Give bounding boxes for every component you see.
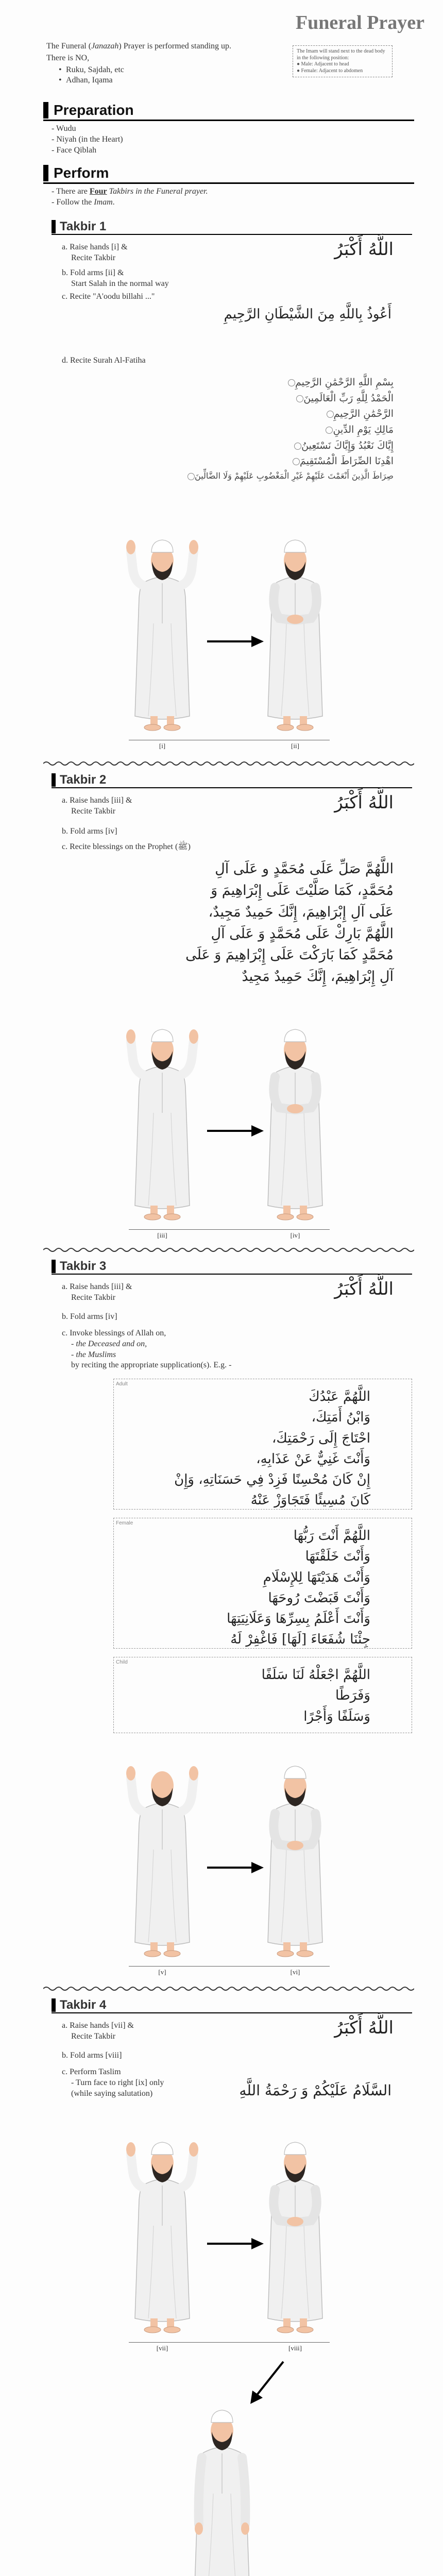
dua-tag: Adult (116, 1381, 128, 1387)
intro (46, 41, 288, 86)
preparation-item: - Face Qiblah (52, 145, 97, 155)
takbir-2-heading (52, 772, 106, 788)
preparation-item: - Niyah (in the Heart) (52, 134, 123, 144)
takbir-title: Takbir 4 (60, 1998, 107, 2012)
step-text: Recite Takbir (71, 2031, 116, 2041)
step-text: - the Deceased and on, (71, 1339, 147, 1348)
figure-label: [vi] (290, 1968, 300, 1976)
figure-raised-hands (124, 2123, 201, 2339)
dua-line: وَأَنْتَ أَعْلَمُ بِسِرِّهَا وَعَلَانِيَتِهَا (227, 1611, 370, 1627)
salawat-line: مُحَمَّدٍ كَمَا بَارَكْتَ عَلَى إِبْرَاهِيمَ وَ عَلَى (185, 947, 394, 963)
ground-line (129, 1966, 330, 1967)
dua-line: اللَّهُمَّ اجْعَلْهُ لَنَا سَلَفًا (261, 1667, 370, 1683)
figure-taslim-right (183, 2391, 261, 2576)
dua-line: احْتَاجَ إِلَى رَحْمَتِكَ، (271, 1430, 370, 1446)
taslim-arabic: السَّلَامُ عَلَيْكُمْ وَ رَحْمَةُ اللَّهِ (239, 2082, 391, 2099)
section-rule (43, 182, 414, 184)
step-text: c. Invoke blessings of Allah on, (62, 1329, 166, 1337)
takbir-1-step-b (62, 268, 169, 290)
ground-line (129, 2342, 330, 2343)
takbir-3-step-c (62, 1328, 231, 1371)
takbir-3-step-b: b. Fold arms [iv] (62, 1312, 117, 1321)
figure-label: [viii] (288, 2344, 302, 2352)
dua-line: اللَّهُمَّ عَبْدُكَ (309, 1389, 370, 1404)
step-text: - Turn face to right [ix] only (71, 2078, 164, 2087)
wavy-divider (43, 760, 414, 767)
figure-folded-arms (257, 1747, 334, 1963)
takbir-rule (52, 234, 412, 235)
figure-label: [iv] (290, 1231, 300, 1239)
takbir-4-heading (52, 1997, 106, 2013)
figure-folded-arms (257, 1010, 334, 1226)
takbir-1-step-c: c. Recite "A'oodu billahi ..." (62, 292, 155, 301)
takbir-title: Takbir 3 (60, 1259, 107, 1273)
dua-line: وَسَلَفًا وَأَجْرًا (303, 1708, 370, 1724)
figure-folded-arms (257, 520, 334, 737)
fatiha-verse: إِيَّاكَ نَعْبُدُ وَإِيَّاكَ نَسْتَعِينُ (105, 439, 394, 452)
takbir-rule (52, 1274, 412, 1275)
takbir-2-step-a (62, 795, 132, 817)
fatiha-block (105, 376, 394, 482)
figure-label: [i] (159, 742, 166, 750)
taawwudh-arabic: أَعُوذُ بِاللَّهِ مِنَ الشَّيْطَانِ الرَّجِيمِ (224, 307, 391, 322)
note-line: The Imam will stand next to the dead body (297, 48, 385, 54)
perform-line-1: - There are Four Takbirs in the Funeral prayer. (52, 187, 208, 196)
dua-line: وَأَنْتَ هَدَيْتَهَا لِلإِسْلَامِ (263, 1569, 370, 1585)
figure-raised-hands (124, 520, 201, 737)
wavy-divider (43, 1247, 414, 1253)
fatiha-verse: مَالِكِ يَوْمِ الدِّينِ (105, 423, 394, 436)
section-marker (43, 165, 48, 181)
takbir-1-heading (52, 218, 106, 234)
takbir-title: Takbir 2 (60, 773, 107, 787)
takbir-3-heading (52, 1258, 106, 1274)
takbir-marker (52, 1998, 56, 2012)
dua-line: اللَّهُمَّ أَنْتَ رَبُّهَا (293, 1528, 370, 1544)
salawat-line: اللَّهُمَّ صَلِّ عَلَى مُحَمَّدٍ و عَلَى آلِ (215, 861, 394, 877)
verse-end-icon (326, 427, 333, 434)
note-line: ● Male: Adjacent to head (297, 61, 349, 67)
dua-tag: Child (116, 1659, 128, 1665)
dua-female-box (113, 1518, 412, 1649)
dua-line: جِئْنَا شُفَعَاءَ [لَهَا] فَاغْفِرْ لَهُ (230, 1632, 370, 1648)
figure-label: [vii] (156, 2344, 168, 2352)
figure-raised-hands (124, 1010, 201, 1226)
intro-bullet: • Adhan, Iqama (59, 75, 288, 86)
figure-raised-hands-bare-head (124, 1747, 201, 1963)
intro-line-2: There is NO, (46, 53, 90, 62)
takbir-2-step-b: b. Fold arms [iv] (62, 827, 117, 836)
dua-child-box (113, 1657, 412, 1733)
takbir-marker (52, 773, 56, 787)
step-text: Recite Takbir (71, 253, 116, 262)
step-text: a. Raise hands [iii] & (62, 1282, 132, 1291)
section-heading: Perform (54, 165, 109, 181)
takbir-3-step-a (62, 1282, 132, 1303)
dua-line: وَفَرَطًا (335, 1688, 370, 1704)
note-line: ● Female: Adjacent to abdomen (297, 67, 363, 74)
takbir-1-step-a (62, 242, 128, 264)
section-marker (43, 102, 48, 118)
salawat-line: عَلَى آلِ إِبْرَاهِيمَ، إِنَّكَ حَمِيدٌ مَجِيدٌ، (208, 904, 394, 920)
intro-list (59, 65, 288, 87)
figure-folded-arms (257, 2123, 334, 2339)
step-text: a. Raise hands [i] & (62, 243, 128, 251)
salawat-line: مُحَمَّدٍ، كَمَا صَلَّيْتَ عَلَى إِبْرَاهِيمَ وَ (211, 882, 394, 899)
takbir-marker (52, 1260, 56, 1273)
takbir-4-step-c (62, 2067, 164, 2099)
preparation-list (52, 124, 123, 156)
step-text: c. Perform Taslim (62, 2067, 121, 2076)
dua-line: وَابْنُ أَمَتِكَ، (311, 1410, 370, 1426)
dua-adult-box (113, 1379, 412, 1510)
step-text: a. Raise hands [vii] & (62, 2021, 134, 2030)
intro-bullet: • Ruku, Sajdah, etc (59, 65, 288, 76)
step-text: - the Muslims (71, 1350, 116, 1359)
verse-end-icon (188, 473, 195, 480)
verse-end-icon (288, 379, 295, 386)
takbir-rule (52, 787, 412, 788)
section-preparation (43, 101, 134, 120)
perform-intro (52, 187, 208, 208)
verse-end-icon (293, 458, 300, 465)
wavy-divider (43, 1986, 414, 1992)
step-text: b. Fold arms [ii] & (62, 268, 124, 277)
salawat-line: آلِ إِبْرَاهِيمَ، إِنَّكَ حَمِيدٌ مَجِيدٌ (242, 969, 394, 985)
preparation-item: - Wudu (52, 124, 76, 133)
takbir-2-arabic: اللَّهُ أَكْبَرُ (334, 792, 394, 813)
step-text: Start Salah in the normal way (71, 279, 169, 288)
page-title: Funeral Prayer (295, 12, 424, 33)
verse-end-icon (294, 443, 301, 450)
section-heading: Preparation (54, 102, 134, 118)
fatiha-verse: الْحَمْدُ لِلَّهِ رَبِّ الْعَالَمِينَ (105, 392, 394, 405)
section-perform (43, 164, 109, 182)
intro-line-1: The Funeral (Janazah) Prayer is performed standing up. (46, 42, 232, 50)
dua-line: إِنْ كَانَ مُحْسِنًا فَزِدْ فِي حَسَنَاتِهِ، وَإِنْ (174, 1472, 370, 1488)
ground-line (129, 1229, 330, 1230)
takbir-rule (52, 2012, 412, 2013)
takbir-3-arabic: اللَّهُ أَكْبَرُ (334, 1279, 394, 1299)
takbir-2-step-c: c. Recite blessings on the Prophet (ﷺ) (62, 842, 191, 851)
fatiha-verse: بِسْمِ اللَّهِ الرَّحْمَٰنِ الرَّحِيمِ (105, 376, 394, 389)
step-text: Recite Takbir (71, 1293, 116, 1302)
verse-end-icon (327, 411, 334, 418)
dua-tag: Female (116, 1520, 133, 1526)
perform-line-2: - Follow the Imam. (52, 197, 115, 207)
figure-label: [ii] (291, 742, 299, 750)
step-text: Recite Takbir (71, 806, 116, 816)
takbir-4-step-a (62, 2021, 134, 2042)
fatiha-verse: اهْدِنَا الصِّرَاطَ الْمُسْتَقِيمَ (105, 455, 394, 468)
salawat-block (105, 858, 394, 988)
step-text: (while saying salutation) (71, 2089, 153, 2098)
dua-line: وَأَنْتَ غَنِيٌّ عَنْ عَذَابِهِ، (256, 1451, 370, 1467)
step-text: by reciting the appropriate supplication(s). E.g. - (71, 1361, 232, 1370)
takbir-title: Takbir 1 (60, 219, 107, 233)
takbir-4-arabic: اللَّهُ أَكْبَرُ (334, 2018, 394, 2038)
takbir-1-arabic: اللَّهُ أَكْبَرُ (334, 239, 394, 260)
takbir-4-step-b: b. Fold arms [viii] (62, 2051, 122, 2060)
figure-label: [v] (158, 1968, 166, 1976)
figure-label: [iii] (157, 1231, 167, 1239)
takbir-1-step-d: d. Recite Surah Al-Fatiha (62, 356, 146, 365)
fatiha-verse: الرَّحْمَٰنِ الرَّحِيمِ (105, 408, 394, 420)
imam-position-note (293, 45, 393, 77)
takbir-marker (52, 220, 56, 233)
section-rule (43, 120, 414, 121)
fatiha-verse: صِرَاطَ الَّذِينَ أَنْعَمْتَ عَلَيْهِمْ غَيْرِ الْمَغْضُوبِ عَلَيْهِمْ وَلَا الضَّالِّينَ (105, 471, 394, 482)
step-text: a. Raise hands [iii] & (62, 796, 132, 805)
dua-line: وَأَنْتَ خَلَقْتَهَا (305, 1549, 370, 1565)
dua-line: كَانَ مُسِيئًا فَتَجَاوَزْ عَنْهُ (250, 1493, 370, 1509)
note-line: in the following position: (297, 55, 349, 61)
salawat-line: اللَّهُمَّ بَارِكْ عَلَى مُحَمَّدٍ وَ عَلَى آلِ (211, 925, 394, 942)
verse-end-icon (296, 395, 303, 402)
dua-line: وَأَنْتَ قَبَضْتَ رُوحَهَا (268, 1590, 370, 1606)
